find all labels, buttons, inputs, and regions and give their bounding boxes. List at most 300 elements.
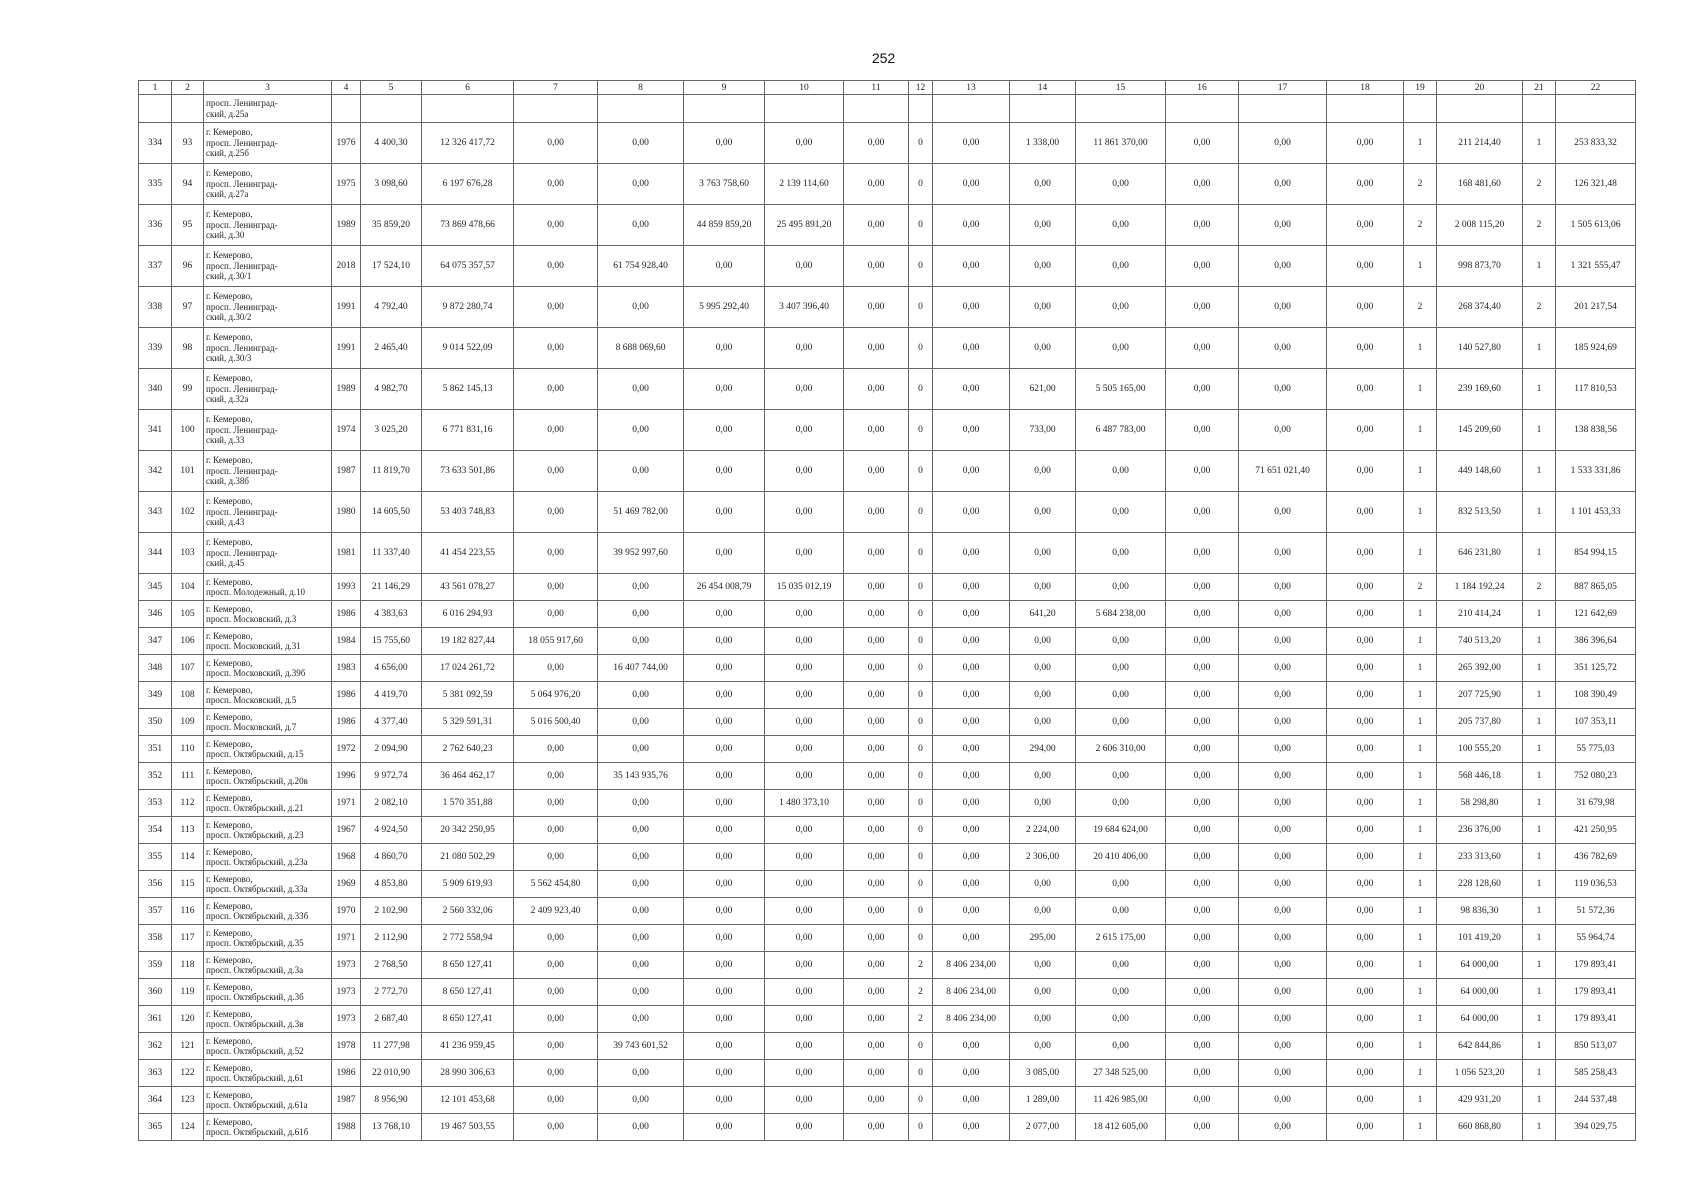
value-cell: 0,00 [1010,574,1076,601]
value-cell: 0 [909,369,933,410]
value-cell: 19 182 827,44 [422,628,514,655]
value-cell: 8 650 127,41 [422,979,514,1006]
value-cell: 31 679,98 [1556,790,1636,817]
value-cell: 0 [909,817,933,844]
value-cell: 421 250,95 [1556,817,1636,844]
value-cell: 201 217,54 [1556,287,1636,328]
address-line: просп. Ленинград- [206,465,278,476]
value-cell: 0,00 [933,655,1010,682]
table-row [139,1060,1636,1087]
value-cell: 15 755,60 [361,628,422,655]
table-row [139,1006,1636,1033]
value-cell: 0,00 [684,533,765,574]
value-cell: 0,00 [1010,655,1076,682]
address-cell [204,709,332,736]
value-cell: 0,00 [1010,763,1076,790]
value-cell: 228 128,60 [1437,871,1523,898]
value-cell: 11 819,70 [361,451,422,492]
value-cell: 39 952 997,60 [598,533,684,574]
value-cell: 1 [1523,369,1556,410]
address-line: просп. Московский, д.7 [206,722,297,732]
row-subnumber: 101 [172,451,204,492]
value-cell: 0,00 [1239,1060,1327,1087]
table-row [139,601,1636,628]
value-cell: 44 859 859,20 [684,205,765,246]
value-cell: 0,00 [1327,164,1404,205]
value-cell: 2 112,90 [361,925,422,952]
value-cell: 0,00 [933,790,1010,817]
column-header: 17 [1239,81,1327,95]
value-cell: 0,00 [1076,574,1166,601]
value-cell: 621,00 [1010,369,1076,410]
value-cell: 1 [1404,492,1437,533]
value-cell: 0,00 [1166,492,1239,533]
value-cell: 1 [1523,952,1556,979]
value-cell: 12 101 453,68 [422,1087,514,1114]
value-cell: 36 464 462,17 [422,763,514,790]
value-cell: 2 077,00 [1010,1114,1076,1141]
value-cell: 0,00 [1327,533,1404,574]
value-cell: 0,00 [844,492,909,533]
value-cell: 0,00 [598,1087,684,1114]
value-cell: 0,00 [1327,574,1404,601]
column-header: 22 [1556,81,1636,95]
value-cell: 0,00 [1166,682,1239,709]
value-cell: 8 406 234,00 [933,979,1010,1006]
column-header: 10 [765,81,844,95]
address-line: просп. Ленинград- [206,342,278,353]
value-cell: 1971 [332,925,361,952]
value-cell: 1 [1404,1006,1437,1033]
table-row [139,533,1636,574]
value-cell: 0 [909,898,933,925]
address-line: г. Кемерово, [206,711,253,722]
value-cell: 0,00 [514,763,598,790]
value-cell: 0,00 [1076,492,1166,533]
value-cell: 0,00 [1327,952,1404,979]
value-cell: 0,00 [598,628,684,655]
value-cell: 0 [909,790,933,817]
address-cell [204,492,332,533]
address-line: г. Кемерово, [206,537,253,548]
address-cell [204,410,332,451]
value-cell: 436 782,69 [1556,844,1636,871]
value-cell: 0,00 [1010,952,1076,979]
value-cell: 733,00 [1010,410,1076,451]
value-cell: 1 [1404,871,1437,898]
value-cell: 0,00 [933,736,1010,763]
value-cell: 0,00 [1327,979,1404,1006]
value-cell: 0,00 [514,979,598,1006]
value-cell: 1 [1523,979,1556,1006]
value-cell: 0,00 [844,763,909,790]
address-line: просп. Ленинград- [206,506,278,517]
value-cell: 0,00 [1166,601,1239,628]
row-number: 336 [139,205,172,246]
value-cell: 0,00 [1239,1006,1327,1033]
value-cell: 0,00 [1166,574,1239,601]
value-cell: 0 [909,736,933,763]
row-subnumber: 122 [172,1060,204,1087]
value-cell: 0,00 [1076,871,1166,898]
value-cell: 0,00 [933,246,1010,287]
value-cell: 0,00 [684,628,765,655]
row-number: 353 [139,790,172,817]
value-cell: 386 396,64 [1556,628,1636,655]
address-line: г. Кемерово, [206,630,253,641]
value-cell: 11 861 370,00 [1076,123,1166,164]
value-cell: 8 956,90 [361,1087,422,1114]
value-cell: 0,00 [514,601,598,628]
value-cell: 0,00 [1166,898,1239,925]
value-cell: 1974 [332,410,361,451]
header-row [139,81,1636,95]
value-cell: 0,00 [1166,328,1239,369]
row-subnumber: 117 [172,925,204,952]
value-cell: 20 342 250,95 [422,817,514,844]
column-header: 2 [172,81,204,95]
value-cell: 295,00 [1010,925,1076,952]
value-cell: 2 606 310,00 [1076,736,1166,763]
value-cell: 100 555,20 [1437,736,1523,763]
value-cell: 0,00 [1166,871,1239,898]
value-cell: 2 [1404,574,1437,601]
address-line: просп. Ленинград- [206,301,278,312]
row-number: 348 [139,655,172,682]
address-line: г. Кемерово, [206,455,253,466]
value-cell: 1980 [332,492,361,533]
value-cell: 0 [909,246,933,287]
value-cell: 6 771 831,16 [422,410,514,451]
value-cell: 0,00 [844,601,909,628]
address-cell [204,287,332,328]
value-cell [1327,95,1404,123]
value-cell [1523,95,1556,123]
value-cell: 2 [1523,574,1556,601]
value-cell: 0 [909,709,933,736]
value-cell: 1968 [332,844,361,871]
value-cell: 0,00 [765,817,844,844]
value-cell: 0,00 [844,205,909,246]
value-cell: 0 [909,533,933,574]
value-cell: 0,00 [598,123,684,164]
value-cell: 5 329 591,31 [422,709,514,736]
value-cell: 2 224,00 [1010,817,1076,844]
value-cell: 0,00 [933,817,1010,844]
table-row [139,574,1636,601]
value-cell: 8 406 234,00 [933,1006,1010,1033]
address-line: г. Кемерово, [206,373,253,384]
value-cell: 0,00 [844,1033,909,1060]
table-row [139,410,1636,451]
value-cell: 4 853,80 [361,871,422,898]
column-header: 21 [1523,81,1556,95]
value-cell: 6 197 676,28 [422,164,514,205]
value-cell: 0,00 [1239,817,1327,844]
value-cell: 660 868,80 [1437,1114,1523,1141]
value-cell: 1 101 453,33 [1556,492,1636,533]
value-cell: 0,00 [1239,1087,1327,1114]
value-cell: 0,00 [844,844,909,871]
value-cell: 0,00 [844,533,909,574]
value-cell: 0,00 [1010,1033,1076,1060]
value-cell: 0,00 [844,1087,909,1114]
value-cell: 0,00 [1166,790,1239,817]
value-cell: 0,00 [1010,287,1076,328]
address-line: г. Кемерово, [206,1089,253,1100]
value-cell: 1983 [332,655,361,682]
value-cell: 22 010,90 [361,1060,422,1087]
value-cell: 18 055 917,60 [514,628,598,655]
value-cell: 1 [1404,979,1437,1006]
value-cell: 1 [1523,709,1556,736]
value-cell: 0 [909,844,933,871]
row-number: 339 [139,328,172,369]
value-cell: 0,00 [765,628,844,655]
value-cell: 1973 [332,1006,361,1033]
value-cell: 0,00 [1166,763,1239,790]
address-cell [204,1114,332,1141]
value-cell: 0,00 [1166,817,1239,844]
value-cell: 0,00 [765,952,844,979]
value-cell: 0,00 [1327,410,1404,451]
address-cell [204,844,332,871]
value-cell: 3 407 396,40 [765,287,844,328]
value-cell: 1 [1404,844,1437,871]
value-cell: 0,00 [684,1087,765,1114]
value-cell: 5 562 454,80 [514,871,598,898]
value-cell: 1 [1523,601,1556,628]
value-cell: 0,00 [684,817,765,844]
row-number: 357 [139,898,172,925]
value-cell: 0,00 [598,790,684,817]
row-number: 337 [139,246,172,287]
value-cell: 2 560 332,06 [422,898,514,925]
value-cell: 0,00 [765,1006,844,1033]
address-line: г. Кемерово, [206,873,253,884]
value-cell: 0,00 [1327,628,1404,655]
address-line: г. Кемерово, [206,684,253,695]
value-cell: 0,00 [1239,410,1327,451]
value-cell: 0,00 [598,952,684,979]
address-line: ский, д.30/3 [206,353,252,364]
value-cell: 1973 [332,979,361,1006]
table-row [139,871,1636,898]
value-cell: 0 [909,871,933,898]
address-line: г. Кемерово, [206,765,253,776]
value-cell: 5 909 619,93 [422,871,514,898]
value-cell: 8 688 069,60 [598,328,684,369]
value-cell: 0,00 [1166,1114,1239,1141]
value-cell: 1 [1523,817,1556,844]
value-cell: 0,00 [1327,1033,1404,1060]
value-cell: 1 [1523,682,1556,709]
value-cell: 0,00 [684,925,765,952]
value-cell: 0 [909,1033,933,1060]
value-cell: 1 [1523,533,1556,574]
value-cell: 1 056 523,20 [1437,1060,1523,1087]
value-cell [1076,95,1166,123]
value-cell: 0,00 [1010,492,1076,533]
value-cell: 117 810,53 [1556,369,1636,410]
value-cell: 0,00 [1076,287,1166,328]
value-cell: 0,00 [684,328,765,369]
value-cell: 0,00 [1327,1114,1404,1141]
row-subnumber: 120 [172,1006,204,1033]
address-cell [204,682,332,709]
value-cell: 0,00 [1239,898,1327,925]
value-cell: 0,00 [514,952,598,979]
value-cell: 140 527,80 [1437,328,1523,369]
value-cell: 0,00 [514,1060,598,1087]
value-cell: 0,00 [933,328,1010,369]
value-cell: 21 080 502,29 [422,844,514,871]
value-cell: 0,00 [1239,790,1327,817]
value-cell: 0,00 [933,898,1010,925]
value-cell: 1989 [332,205,361,246]
value-cell: 1 [1404,246,1437,287]
row-subnumber: 104 [172,574,204,601]
row-number: 334 [139,123,172,164]
value-cell: 1 [1404,1114,1437,1141]
value-cell: 0,00 [514,790,598,817]
value-cell: 14 605,50 [361,492,422,533]
column-header: 14 [1010,81,1076,95]
value-cell [1404,95,1437,123]
value-cell: 0,00 [1166,1087,1239,1114]
value-cell: 265 392,00 [1437,655,1523,682]
value-cell: 0,00 [844,410,909,451]
value-cell: 0,00 [933,1087,1010,1114]
value-cell: 0,00 [598,736,684,763]
value-cell: 0,00 [1327,655,1404,682]
value-cell: 0,00 [1327,601,1404,628]
value-cell: 101 419,20 [1437,925,1523,952]
value-cell: 119 036,53 [1556,871,1636,898]
value-cell: 0 [909,601,933,628]
row-number: 365 [139,1114,172,1141]
value-cell: 71 651 021,40 [1239,451,1327,492]
address-line: ский, д.45 [206,558,245,569]
value-cell: 0,00 [1239,655,1327,682]
value-cell: 1 [1404,763,1437,790]
value-cell: 8 650 127,41 [422,1006,514,1033]
value-cell: 0 [909,682,933,709]
data-table [138,80,1636,1141]
value-cell: 0 [909,410,933,451]
table-row [139,1114,1636,1141]
value-cell [598,95,684,123]
value-cell: 0,00 [1010,451,1076,492]
value-cell: 0,00 [844,817,909,844]
value-cell: 0,00 [1239,682,1327,709]
value-cell: 2 615 175,00 [1076,925,1166,952]
value-cell: 1 [1523,410,1556,451]
value-cell: 239 169,60 [1437,369,1523,410]
value-cell: 2 772,70 [361,979,422,1006]
value-cell: 0,00 [1166,205,1239,246]
value-cell: 1986 [332,601,361,628]
value-cell: 1 [1523,123,1556,164]
value-cell: 1 [1404,369,1437,410]
value-cell: 0 [909,655,933,682]
value-cell: 0,00 [598,601,684,628]
value-cell: 1 338,00 [1010,123,1076,164]
value-cell: 1 [1404,817,1437,844]
value-cell: 1 480 373,10 [765,790,844,817]
value-cell: 26 454 008,79 [684,574,765,601]
value-cell: 1 [1404,1060,1437,1087]
row-number: 344 [139,533,172,574]
value-cell: 41 454 223,55 [422,533,514,574]
address-line: ский, д.38б [206,476,249,487]
value-cell: 0,00 [765,1033,844,1060]
address-line: просп. Октябрьский, д.21 [206,803,304,813]
table-row [139,369,1636,410]
address-cell [204,898,332,925]
value-cell: 0,00 [514,369,598,410]
value-cell: 0,00 [1166,533,1239,574]
value-cell: 55 964,74 [1556,925,1636,952]
value-cell: 73 633 501,86 [422,451,514,492]
value-cell [361,95,422,123]
value-cell: 1 505 613,06 [1556,205,1636,246]
value-cell: 0,00 [933,287,1010,328]
value-cell: 0,00 [1076,790,1166,817]
value-cell: 0,00 [1166,1033,1239,1060]
value-cell: 1984 [332,628,361,655]
row-subnumber: 112 [172,790,204,817]
value-cell: 205 737,80 [1437,709,1523,736]
table-header [139,81,1636,95]
value-cell: 4 377,40 [361,709,422,736]
value-cell: 0,00 [933,369,1010,410]
address-cell [204,1087,332,1114]
value-cell: 1 [1404,533,1437,574]
value-cell: 168 481,60 [1437,164,1523,205]
row-number: 350 [139,709,172,736]
value-cell: 2 762 640,23 [422,736,514,763]
value-cell: 0,00 [1076,709,1166,736]
row-subnumber: 93 [172,123,204,164]
row-number: 356 [139,871,172,898]
table-row [139,628,1636,655]
value-cell: 0,00 [514,533,598,574]
value-cell: 0,00 [598,287,684,328]
address-line: г. Кемерово, [206,127,253,138]
value-cell: 0,00 [1076,533,1166,574]
row-subnumber: 99 [172,369,204,410]
column-header: 18 [1327,81,1404,95]
value-cell: 0 [909,574,933,601]
value-cell: 1993 [332,574,361,601]
value-cell: 1991 [332,287,361,328]
value-cell: 0,00 [514,925,598,952]
value-cell: 11 337,40 [361,533,422,574]
value-cell: 0,00 [1239,369,1327,410]
value-cell: 0,00 [514,123,598,164]
value-cell: 0 [909,1087,933,1114]
value-cell: 0,00 [933,1114,1010,1141]
value-cell: 0 [909,287,933,328]
value-cell: 0,00 [765,533,844,574]
address-line: г. Кемерово, [206,954,253,965]
address-line: просп. Октябрьский, д.3а [206,965,304,975]
value-cell: 0,00 [1327,287,1404,328]
value-cell: 3 025,20 [361,410,422,451]
value-cell: 0,00 [933,925,1010,952]
value-cell: 0,00 [514,817,598,844]
